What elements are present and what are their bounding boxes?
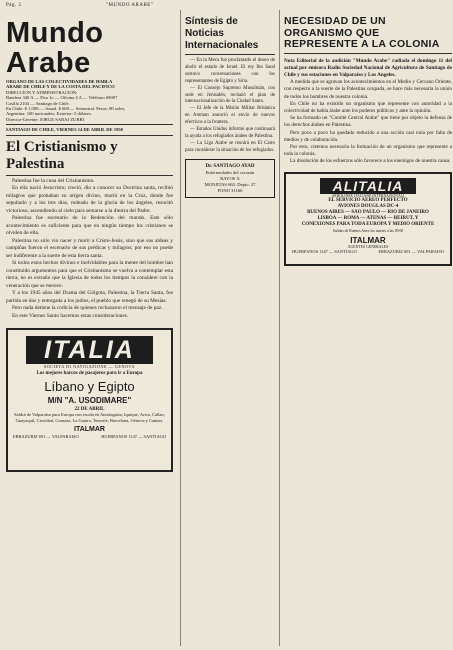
ad-addresses (8, 434, 171, 439)
running-head: "MUNDO ARABE" (106, 3, 154, 8)
doctor-address: MONJITAS 665. Depto. 27 (204, 181, 256, 187)
article-headline: El Cristianismo y Palestina (6, 138, 118, 172)
paragraph: — El Jefe de la Misión Militar Británica en Amman anunció el envío de nuevos efectivos a la frontera. (185, 106, 275, 126)
paragraph: Palestina no sólo vio nacer y morir a Cristo-Jesús, sino que sus aldeas y campiñas fueron el escenario de sus prédicas y milagros; por eso no puede ser indiferente a la suerte de esta tierra santa. (6, 237, 173, 259)
column-right (279, 10, 452, 646)
ad-address: ERRAZURIZ 691 — VALPARAISO (378, 248, 444, 254)
paragraph: En este Viernes Santo hacemos estas consideraciones. (12, 312, 129, 319)
org-line: Argentina: 100 nacionales; Exterior: 5 dólares. (6, 111, 92, 117)
divider (185, 54, 275, 55)
org-line: Director-Gerente: JORGE SABAJ ZURBI (6, 116, 85, 122)
masthead-title: Mundo Arabe (6, 17, 104, 79)
paragraph: Palestina fue escenario de la Redención del mundo. Este sólo acontecimiento es suficiente para que en ningún tiempo los cristianos se olviden de ella. (6, 215, 173, 237)
column-middle (180, 10, 275, 646)
alitalia-logo: ALITALIA (320, 178, 416, 194)
ad-agent: ITALMAR (350, 235, 386, 245)
ad-ship: M/N "A. USODIMARE" (47, 396, 132, 406)
doctor-phone: FONO 31166 (217, 187, 243, 193)
ad-date: 22 DE ABRIL (74, 407, 105, 413)
paragraph: Pero nada detiene la codicia de quienes rechazaron el mensaje de paz. (12, 305, 163, 312)
article-body (6, 178, 173, 321)
doctor-name: Dr. SANTIAGO AYAD (205, 163, 255, 169)
ad-line: AVIONES DOUGLAS DC-4 (337, 203, 399, 209)
ad-subline: SOCIETA DI NAVIGAZIONE — GENOVA (43, 364, 136, 370)
ad-subline: AEROLINEE ITALIANE INTERNAZIONALI (331, 193, 405, 198)
doctor-specialty: Enfermedades del corazón (205, 169, 255, 175)
divider (6, 175, 173, 176)
divider (6, 135, 173, 136)
org-line: Bandera 340 A — Pisa 1o — Oficina 4 A — Teléfono 69007 (6, 95, 118, 101)
paragraph: Y a los 1945 años del Drama del Gólgota, Palestina, la Tierra Santa, fue partida en dos y entregada a los judíos, el pueblo que renegó de su Mesías. (6, 290, 173, 304)
ad-addresses (286, 249, 450, 254)
masthead-org (6, 79, 173, 90)
paragraph: — El Consejo Supremo Musulmán, con sede en Jerusalén, rechazó el plan de internacionalización de la Ciudad Santa. (185, 85, 275, 105)
ad-schedule: Salidas de Buenos Aires los martes a las 09.00 (332, 228, 404, 233)
editorial-headline: NECESIDAD DE UN ORGANISMO QUE REPRESENTE A LA COLONIA (284, 15, 440, 50)
ad-line: CONEXIONES PARA TODA EUROPA Y MEDIO ORIENTE (301, 222, 435, 228)
ad-line: BUENOS AIRES — SAO PAULO — RIO DE JANEIRO (307, 209, 429, 215)
paragraph: — La Liga Arabe se reunirá en El Cairo para considerar la situación de los refugiados. (185, 140, 275, 153)
paragraph: La disolución de los esfuerzos sólo favorece a los enemigos de nuestra causa. (290, 158, 451, 165)
paragraph: Pero poco a poco ha quedado reducido a una acción casi nula por falta de medios y de colaboración. (284, 129, 452, 143)
paragraph: — Estados Unidos informó que continuará la ayuda a los refugiados árabes de Palestina. (185, 127, 275, 139)
masthead-details (6, 90, 173, 122)
divider (284, 53, 452, 54)
doctor-advertisement (185, 159, 275, 198)
ad-address: ERRAZURIZ 691 — VALPARAISO (13, 434, 79, 440)
ad-address: HUERFANOS 1147 — SANTIAGO (101, 434, 166, 440)
news-body (185, 58, 275, 155)
alitalia-advertisement (284, 172, 452, 266)
org-line: ARABE DE CHILE Y DE LA COSTA DEL PACIFICO (6, 84, 115, 90)
paragraph: En Chile no ha existido un organismo que represente con autoridad a la colectividad de habla árabe ante los poderes públicos y ante la opinión. (284, 100, 452, 114)
editorial-body (284, 58, 452, 166)
paragraph: Palestina fue la cuna del Cristianismo. (12, 177, 95, 184)
doctor-xray: RAYOS X (220, 175, 240, 181)
ad-tagline: Los mejores barcos de pasajeros para ir a Europa (36, 371, 143, 377)
org-line: Casilla 2104 — Santiago de Chile. (6, 100, 70, 106)
org-line: DIRECCION Y ADMINISTRACION: (6, 89, 78, 95)
ad-line: LISBOA — ROMA — ATENAS — BEIRUT, Y (317, 216, 419, 222)
ad-route: Líbano y Egipto (44, 379, 135, 395)
italia-logo: ITALIA (26, 336, 153, 364)
ad-agent: ITALMAR (74, 426, 105, 434)
dateline: SANTIAGO DE CHILE, VIERNES 14 DE ABRIL DE 1950 (6, 127, 123, 133)
news-headline: Síntesis de Noticias Internacionales (185, 16, 259, 51)
paragraph: Por esto, creemos necesaria la formación de un organismo que represente a toda la colonia. (284, 143, 452, 158)
org-line: En Chile: $ 1.000.— Anual. $ 600.— Semestral. Pesos: 80 soles; (6, 106, 126, 112)
paragraph: En ella nació Jesucristo; creció, dio a conocer su Doctrina santa, recibió milagros que probaban su origen divino, murió en la Cruz, donde fue sepultado y a los tres días, rodeado de la gloria de los ángeles, resucitó victorioso, ascendiendo al cielo para sentarse a la diestra del Padre. (6, 185, 173, 214)
paragraph: Si todos estos hechos divinos e inolvidables para la mente del hombre han constituido argumentos para que el Cristianismo se vuelva a contemplar esta tierra, no es extraño que la Iglesia de todos los tiempos la considere con la veneración que se merece. (6, 260, 173, 289)
paragraph: — En la Meca fue proclamado el deseo de abolir el estado de Israel. El rey Ibn Saud sostuvo conversaciones con los representantes de Egipto y Siria. (185, 58, 275, 84)
editorial-intro: Nota Editorial de la audición "Mundo Arabe" radiada el domingo 11 del actual por emisora Radio Sociedad Nacional de Agricultura de Santiago de Chile y sus estaciones en Valparaíso y Los Angeles. (284, 57, 452, 78)
org-line: ORGANO DE LAS COLECTIVIDADES DE HABLA (6, 79, 113, 84)
paragraph: Se ha formado un "Comité Central Arabe" que tiene por objeto la defensa de los derechos árabes en Palestina. (284, 115, 452, 129)
divider (6, 124, 173, 125)
ad-details: Saldrá de Valparaíso para Europa con escala en Antofagasta, Iquique, Arica, Callao, Guayaquil, Cristóbal, Curazao, La Guaira, Tenerife, Barcelona, Génova y Cannes. (14, 412, 165, 423)
ad-address: HUERFANOS 1147 — SANTIAGO (292, 248, 357, 254)
italia-advertisement (6, 328, 173, 472)
column-left (6, 10, 173, 646)
ad-agent-sub: AGENTES GENERALES (347, 244, 389, 249)
ad-line: EL SERVICIO AEREO PERFECTO (328, 197, 408, 203)
page-number: Pág. 2 (6, 3, 22, 8)
paragraph: A medida que se agravan los acontecimientos en el Medio y Cercano Oriente, con respecto a la suerte de la Palestina ocupada, se hace más necesaria la unión de todos los hombres de nuestra colonia. (284, 79, 452, 100)
